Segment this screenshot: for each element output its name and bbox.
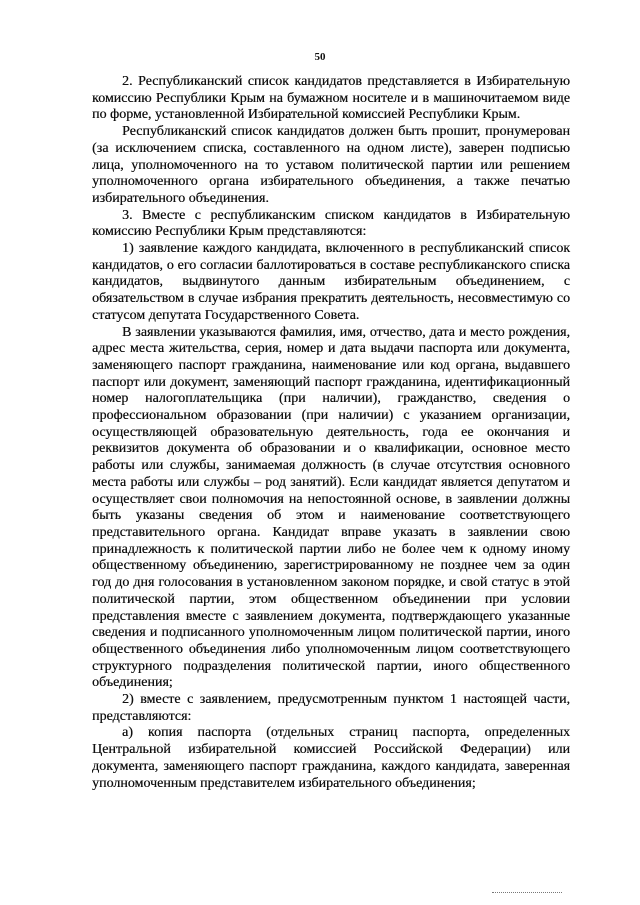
paragraph-passport-copy: а) копия паспорта (отдельных страниц паспорта, определенных Центральной избирательной комиссией Российской Федерации) или документа, заменяющего паспорт гражданина, каждого кандидата, заверенная уполномоченным представителем избирательного объединения; <box>92 725 570 791</box>
paragraph-list-submission: 2. Республиканский список кандидатов представляется в Избирательную комиссию Республики Крым на бумажном носителе и в машиночитаемом виде по форме, установленной Избирательной комиссией Республики Крым. <box>92 74 570 123</box>
footer-rule <box>492 892 562 893</box>
paragraph-candidate-consent: 1) заявление каждого кандидата, включенного в республиканский список кандидатов, о его согласии баллотироваться в составе республиканского списка кандидатов, выдвинутого данным избирательным объединением, с обязательством в случае избрания прекратить деятельность, несовместимую со статусом депутата Государственного Совета. <box>92 241 570 323</box>
paragraph-application-details: В заявлении указываются фамилия, имя, отчество, дата и место рождения, адрес места жительства, серия, номер и дата выдачи паспорта или документа, заменяющего паспорт гражданина, наименование или код органа, выдавшего паспорт или документ, заменяющий паспорт гражданина, идентификационный номер налогоплательщика (при наличии), гражданство, сведения о профессиональном образовании (при наличии) с указанием организации, осуществляющей образовательную деятельность, года ее окончания и реквизитов документа об образовании и о квалификации, основное место работы или службы, занимаемая должность (в случае отсутствия основного места работы или службы – род занятий). Если кандидат является депутатом и осуществляет свои полномочия на непостоянной основе, в заявлении должны быть указаны сведения об этом и наименование соответствующего представительного органа. Кандидат вправе указать в заявлении свою принадлежность к политической партии либо не более чем к одному иному общественному объединению, зарегистрированному не позднее чем за один год до дня голосования в установленном законом порядке, и свой статус в этой политической партии, этом общественном объединении при условии представления вместе с заявлением документа, подтверждающего указанные сведения и подписанного уполномоченным лицом политической партии, иного общественного объединения либо уполномоченным лицом соответствующего структурного подразделения политической партии, иного общественного объединения; <box>92 324 570 691</box>
paragraph-accompanying-documents: 3. Вместе с республиканским списком кандидатов в Избирательную комиссию Республики Крым представляются: <box>92 207 570 240</box>
paragraph-attachments: 2) вместе с заявлением, предусмотренным пунктом 1 настоящей части, представляются: <box>92 692 570 724</box>
document-body <box>92 74 570 792</box>
page-number: 50 <box>314 51 326 63</box>
paragraph-list-binding: Республиканский список кандидатов должен быть прошит, пронумерован (за исключением списка, составленного на одном листе), заверен подписью лица, уполномоченного на то уставом политической партии или решением уполномоченного органа избирательного объединения, а также печатью избирательного объединения. <box>92 124 570 206</box>
